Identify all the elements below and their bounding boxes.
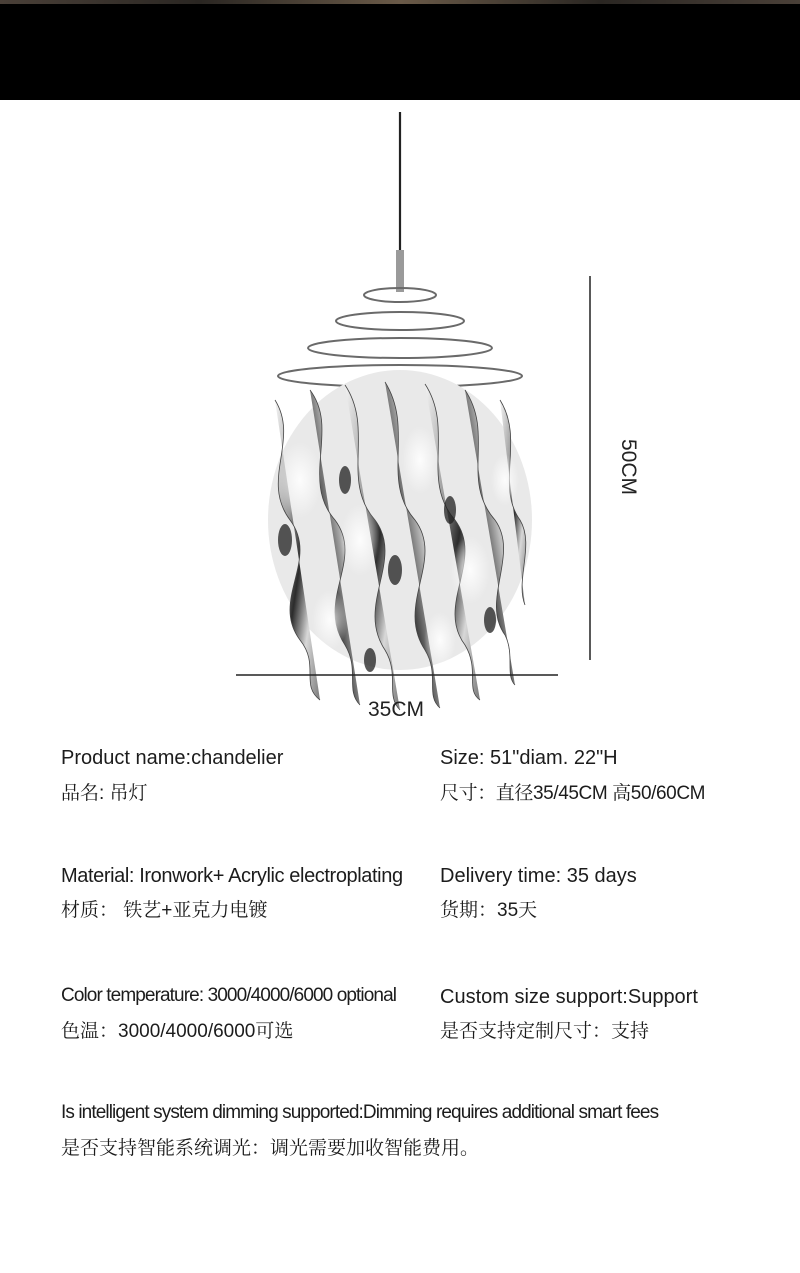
spiral-chrome-body xyxy=(268,370,532,710)
chandelier-illustration xyxy=(0,100,800,720)
width-dimension-label: 35CM xyxy=(368,698,425,721)
delivery-cn: 货期：35天 xyxy=(440,900,538,921)
custom-size-en: Custom size support:Support xyxy=(440,986,698,1008)
top-banner-photo-strip xyxy=(0,0,800,4)
size-cn: 尺寸：直径35/45CM 高50/60CM xyxy=(440,783,706,804)
product-name-cn: 品名: 吊灯 xyxy=(61,783,148,804)
custom-size-cn: 是否支持定制尺寸：支持 xyxy=(440,1021,650,1042)
cord-fitting xyxy=(396,250,404,292)
size-en: Size: 51"diam. 22"H xyxy=(440,747,618,769)
height-dimension-label: 50CM xyxy=(617,438,640,496)
color-temperature-cn: 色温：3000/4000/6000可选 xyxy=(61,1021,294,1042)
material-en: Material: Ironwork+ Acrylic electroplating xyxy=(61,865,403,887)
product-name-en: Product name:chandelier xyxy=(61,747,284,769)
top-banner-band xyxy=(0,0,800,100)
delivery-en: Delivery time: 35 days xyxy=(440,865,637,887)
dimming-en: Is intelligent system dimming supported:Dimming requires additional smart fees xyxy=(61,1102,659,1123)
dimming-cn: 是否支持智能系统调光：调光需要加收智能费用。 xyxy=(61,1138,480,1159)
color-temperature-en: Color temperature: 3000/4000/6000 optional xyxy=(61,985,397,1006)
material-cn: 材质： 铁艺+亚克力电镀 xyxy=(61,900,268,921)
